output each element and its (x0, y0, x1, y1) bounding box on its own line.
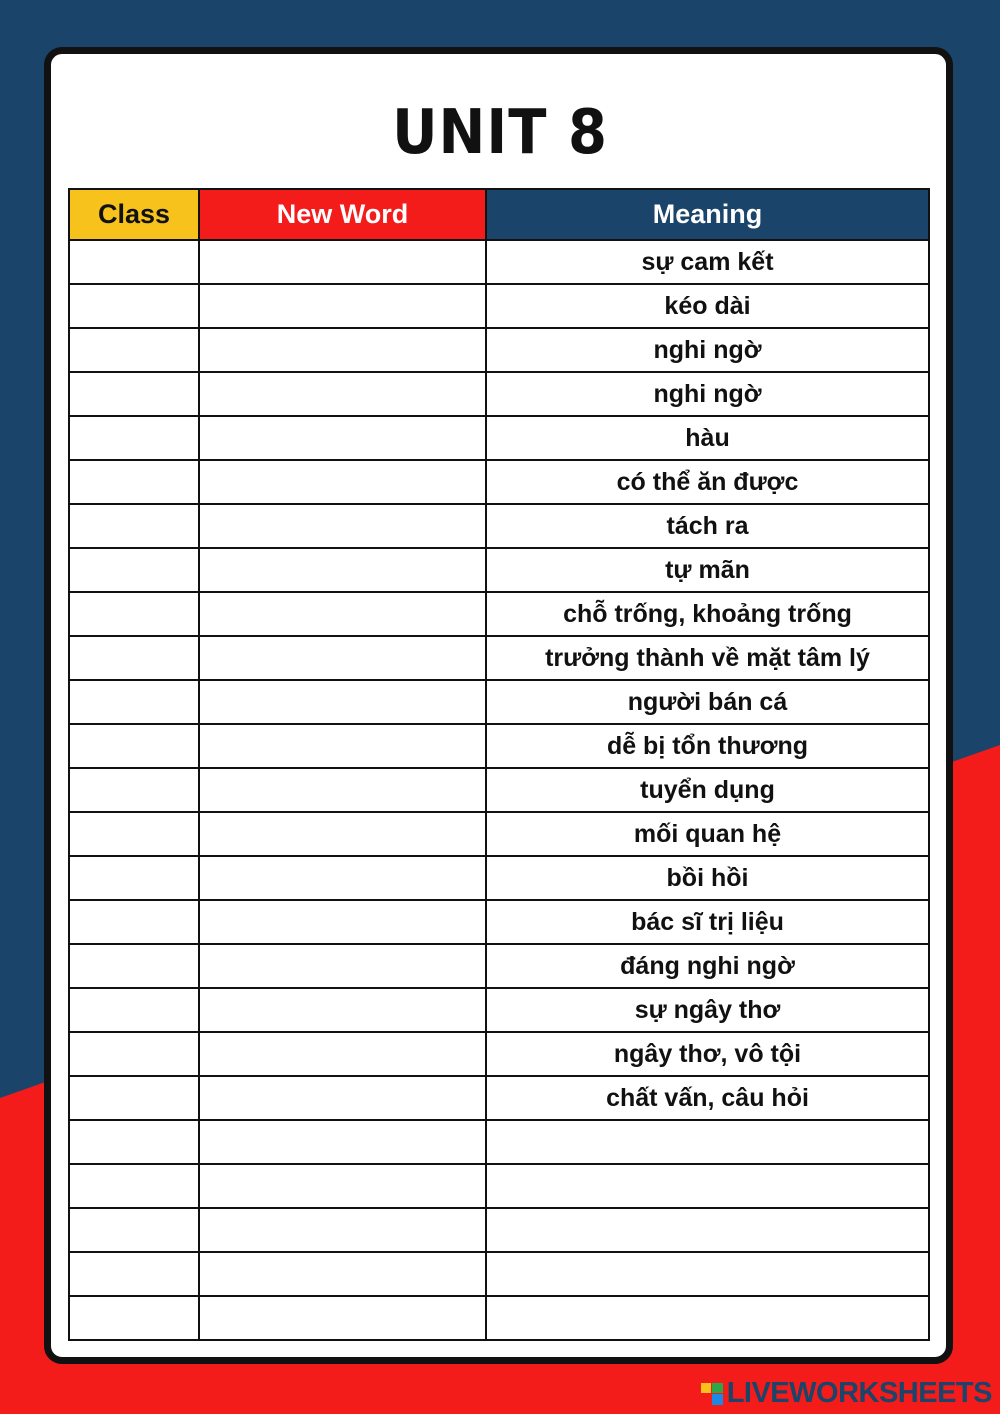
table-row (69, 1296, 929, 1340)
meaning-cell (486, 1164, 929, 1208)
class-cell[interactable] (69, 988, 199, 1032)
new-word-cell[interactable] (199, 548, 486, 592)
class-cell[interactable] (69, 1296, 199, 1340)
class-cell[interactable] (69, 284, 199, 328)
class-cell[interactable] (69, 1252, 199, 1296)
new-word-cell[interactable] (199, 724, 486, 768)
meaning-cell: tự mãn (486, 548, 929, 592)
new-word-cell[interactable] (199, 856, 486, 900)
table-row (69, 724, 929, 768)
new-word-cell[interactable] (199, 988, 486, 1032)
table-row (69, 1252, 929, 1296)
meaning-cell: trưởng thành về mặt tâm lý (486, 636, 929, 680)
table-row (69, 372, 929, 416)
new-word-cell[interactable] (199, 944, 486, 988)
class-cell[interactable] (69, 944, 199, 988)
new-word-cell[interactable] (199, 1164, 486, 1208)
class-cell[interactable] (69, 636, 199, 680)
class-input[interactable] (70, 1121, 198, 1163)
meaning-cell (486, 1208, 929, 1252)
table-row (69, 768, 929, 812)
header-meaning: Meaning (486, 189, 929, 240)
class-cell[interactable] (69, 1032, 199, 1076)
meaning-cell: sự cam kết (486, 240, 929, 284)
table-row (69, 812, 929, 856)
table-header-row (69, 189, 929, 240)
liveworksheets-logo-icon (701, 1383, 723, 1405)
class-input[interactable] (70, 329, 198, 371)
new-word-input[interactable] (200, 505, 485, 547)
class-input[interactable] (70, 1297, 198, 1339)
table-row (69, 240, 929, 284)
new-word-input[interactable] (200, 989, 485, 1031)
class-cell[interactable] (69, 1076, 199, 1120)
new-word-input[interactable] (200, 593, 485, 635)
class-input[interactable] (70, 1165, 198, 1207)
new-word-input[interactable] (200, 1297, 485, 1339)
new-word-cell[interactable] (199, 1252, 486, 1296)
meaning-cell (486, 1296, 929, 1340)
class-cell[interactable] (69, 328, 199, 372)
new-word-input[interactable] (200, 769, 485, 811)
new-word-cell[interactable] (199, 284, 486, 328)
class-input[interactable] (70, 857, 198, 899)
meaning-cell: người bán cá (486, 680, 929, 724)
meaning-cell: nghi ngờ (486, 372, 929, 416)
table-row (69, 504, 929, 548)
new-word-cell[interactable] (199, 1076, 486, 1120)
new-word-cell[interactable] (199, 240, 486, 284)
meaning-cell: tuyển dụng (486, 768, 929, 812)
table-body (69, 240, 929, 1340)
meaning-cell: mối quan hệ (486, 812, 929, 856)
meaning-cell: kéo dài (486, 284, 929, 328)
table-row (69, 416, 929, 460)
new-word-cell[interactable] (199, 1208, 486, 1252)
new-word-input[interactable] (200, 1077, 485, 1119)
new-word-input[interactable] (200, 1253, 485, 1295)
table-row (69, 592, 929, 636)
meaning-cell: dễ bị tổn thương (486, 724, 929, 768)
class-cell[interactable] (69, 416, 199, 460)
class-input[interactable] (70, 593, 198, 635)
table-row (69, 548, 929, 592)
meaning-cell: chất vấn, câu hỏi (486, 1076, 929, 1120)
new-word-input[interactable] (200, 1165, 485, 1207)
class-cell[interactable] (69, 900, 199, 944)
table-row (69, 1164, 929, 1208)
new-word-input[interactable] (200, 1121, 485, 1163)
class-input[interactable] (70, 637, 198, 679)
new-word-input[interactable] (200, 1209, 485, 1251)
new-word-cell[interactable] (199, 636, 486, 680)
new-word-input[interactable] (200, 945, 485, 987)
new-word-input[interactable] (200, 813, 485, 855)
table-row (69, 284, 929, 328)
table-row (69, 856, 929, 900)
class-input[interactable] (70, 769, 198, 811)
new-word-cell[interactable] (199, 812, 486, 856)
header-class: Class (69, 189, 199, 240)
new-word-input[interactable] (200, 857, 485, 899)
class-cell[interactable] (69, 1208, 199, 1252)
class-cell[interactable] (69, 768, 199, 812)
class-cell[interactable] (69, 504, 199, 548)
meaning-cell: hàu (486, 416, 929, 460)
meaning-cell: chỗ trống, khoảng trống (486, 592, 929, 636)
class-input[interactable] (70, 725, 198, 767)
class-input[interactable] (70, 945, 198, 987)
page-title: UNIT 8 (392, 96, 608, 169)
table-row (69, 1208, 929, 1252)
table-row (69, 460, 929, 504)
new-word-input[interactable] (200, 241, 485, 283)
new-word-cell[interactable] (199, 416, 486, 460)
new-word-cell[interactable] (199, 372, 486, 416)
new-word-input[interactable] (200, 1033, 485, 1075)
class-input[interactable] (70, 505, 198, 547)
meaning-cell: sự ngây thơ (486, 988, 929, 1032)
new-word-input[interactable] (200, 417, 485, 459)
new-word-cell[interactable] (199, 328, 486, 372)
meaning-cell: bồi hồi (486, 856, 929, 900)
class-cell[interactable] (69, 372, 199, 416)
class-cell[interactable] (69, 680, 199, 724)
new-word-input[interactable] (200, 329, 485, 371)
table-row (69, 636, 929, 680)
meaning-cell: đáng nghi ngờ (486, 944, 929, 988)
class-cell[interactable] (69, 1164, 199, 1208)
new-word-cell[interactable] (199, 900, 486, 944)
class-input[interactable] (70, 1033, 198, 1075)
class-input[interactable] (70, 1253, 198, 1295)
table-row (69, 680, 929, 724)
class-input[interactable] (70, 549, 198, 591)
liveworksheets-logo (701, 1377, 992, 1410)
meaning-cell (486, 1252, 929, 1296)
class-cell[interactable] (69, 1120, 199, 1164)
table-row (69, 1032, 929, 1076)
class-input[interactable] (70, 681, 198, 723)
new-word-input[interactable] (200, 901, 485, 943)
table-row (69, 988, 929, 1032)
class-cell[interactable] (69, 240, 199, 284)
new-word-cell[interactable] (199, 680, 486, 724)
new-word-cell[interactable] (199, 504, 486, 548)
meaning-cell: có thể ăn được (486, 460, 929, 504)
class-input[interactable] (70, 241, 198, 283)
new-word-input[interactable] (200, 285, 485, 327)
table-row (69, 944, 929, 988)
meaning-cell (486, 1120, 929, 1164)
class-input[interactable] (70, 813, 198, 855)
header-new-word: New Word (199, 189, 486, 240)
class-input[interactable] (70, 461, 198, 503)
new-word-cell[interactable] (199, 1120, 486, 1164)
class-input[interactable] (70, 1209, 198, 1251)
new-word-input[interactable] (200, 461, 485, 503)
table-row (69, 1076, 929, 1120)
new-word-input[interactable] (200, 725, 485, 767)
new-word-cell[interactable] (199, 460, 486, 504)
class-input[interactable] (70, 989, 198, 1031)
new-word-input[interactable] (200, 681, 485, 723)
new-word-input[interactable] (200, 549, 485, 591)
class-cell[interactable] (69, 724, 199, 768)
class-input[interactable] (70, 901, 198, 943)
new-word-cell[interactable] (199, 768, 486, 812)
new-word-input[interactable] (200, 637, 485, 679)
class-cell[interactable] (69, 812, 199, 856)
meaning-cell: nghi ngờ (486, 328, 929, 372)
class-cell[interactable] (69, 592, 199, 636)
class-cell[interactable] (69, 548, 199, 592)
class-input[interactable] (70, 285, 198, 327)
new-word-cell[interactable] (199, 1032, 486, 1076)
table-row (69, 328, 929, 372)
new-word-cell[interactable] (199, 592, 486, 636)
logo-text: LIVEWORKSHEETS (726, 1377, 992, 1409)
class-input[interactable] (70, 1077, 198, 1119)
meaning-cell: ngây thơ, vô tội (486, 1032, 929, 1076)
class-input[interactable] (70, 417, 198, 459)
vocabulary-table (68, 188, 930, 1341)
table-row (69, 900, 929, 944)
meaning-cell: tách ra (486, 504, 929, 548)
new-word-cell[interactable] (199, 1296, 486, 1340)
meaning-cell: bác sĩ trị liệu (486, 900, 929, 944)
table-row (69, 1120, 929, 1164)
class-input[interactable] (70, 373, 198, 415)
class-cell[interactable] (69, 460, 199, 504)
class-cell[interactable] (69, 856, 199, 900)
new-word-input[interactable] (200, 373, 485, 415)
